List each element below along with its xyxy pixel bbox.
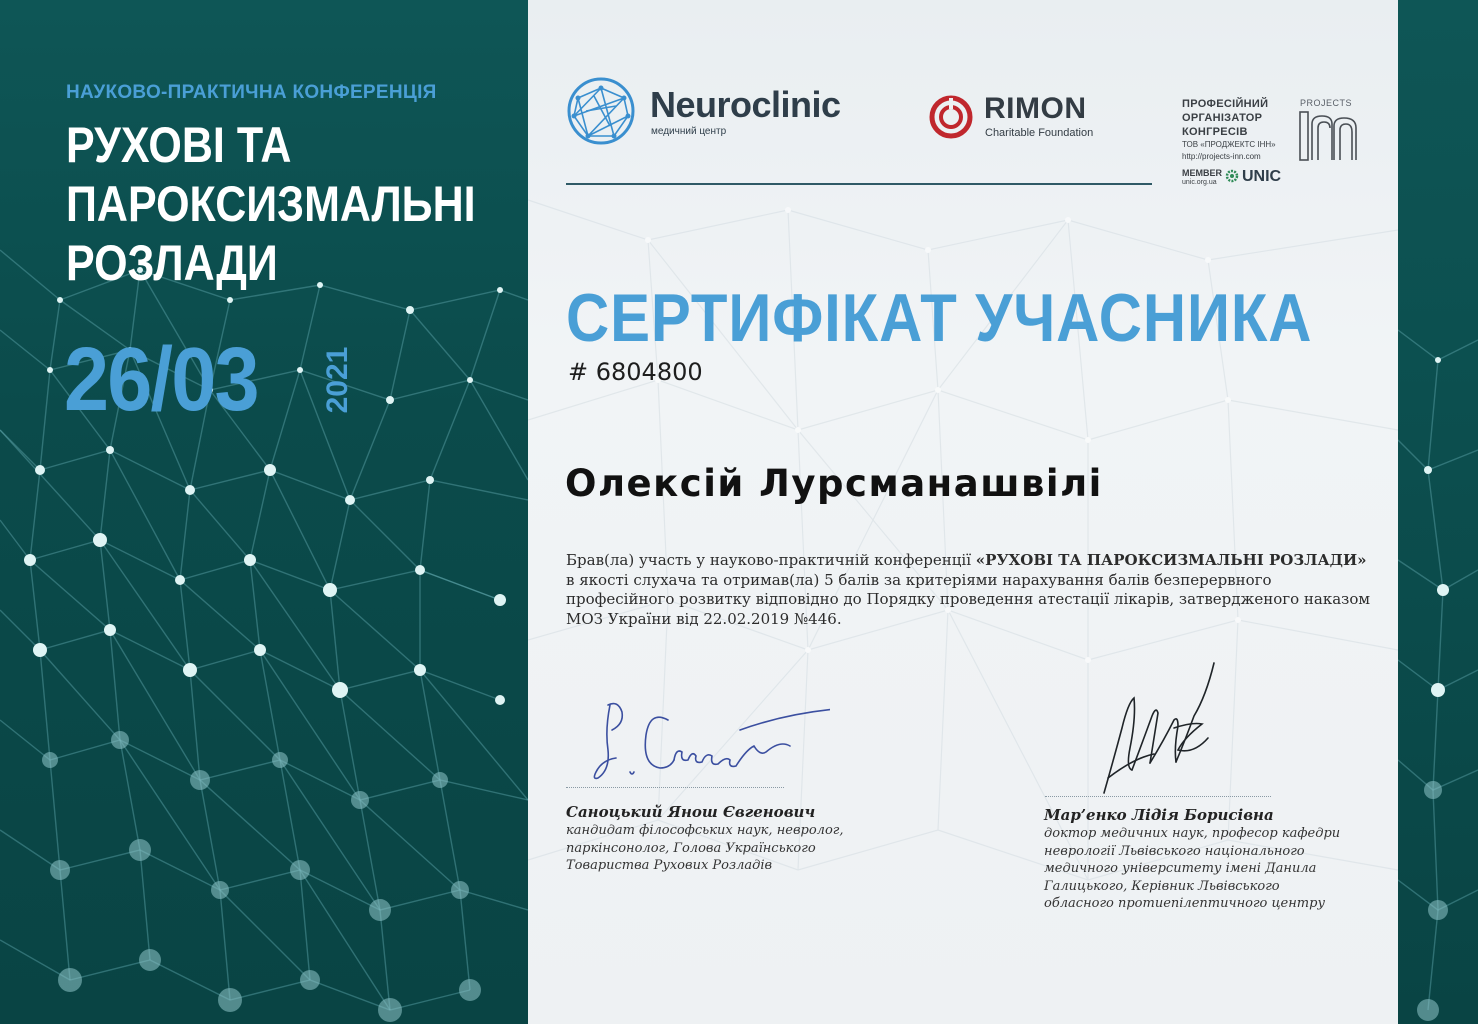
signatory-role-line: Галицького, Керівник Львівського [1044, 878, 1280, 894]
signatory-name: Саноцький Янош Євгенович [566, 803, 816, 821]
projects-inn-logo-icon [1298, 110, 1362, 164]
conference-date: 26/03 [64, 330, 258, 430]
signature-line [566, 787, 784, 788]
organizer-line: КОНГРЕСІВ [1182, 126, 1248, 138]
organizer-member [1182, 168, 1222, 187]
signatory-role [566, 822, 843, 875]
conference-kicker: НАУКОВО-ПРАКТИЧНА КОНФЕРЕНЦІЯ [66, 82, 437, 103]
organizer-company: ТОВ «ПРОДЖЕКТС ІНН» [1182, 140, 1276, 149]
conference-year-box [318, 342, 358, 418]
conference-title-line: РОЗЛАДИ [66, 235, 278, 291]
rimon-logo-icon [929, 95, 973, 139]
certificate-number: # 6804800 [568, 358, 703, 386]
conference-title [66, 116, 476, 293]
rimon-name: RIMON [984, 92, 1087, 125]
certificate-title: СЕРТИФІКАТ УЧАСНИКА [566, 280, 1313, 356]
conference-panel [0, 0, 528, 1024]
member-url: unic.org.ua [1182, 179, 1217, 186]
organizer-block [1182, 97, 1276, 163]
right-decorative-strip [1398, 0, 1478, 1024]
signatory-role-line: Товариства Рухових Розладів [566, 858, 773, 873]
organizer-url: http://projects-inn.com [1182, 152, 1261, 161]
certificate-body [566, 551, 1376, 629]
certificate-panel [528, 0, 1398, 1024]
projects-label: PROJECTS [1300, 98, 1353, 108]
body-conference-name: «РУХОВІ ТА ПАРОКСИЗМАЛЬНІ РОЗЛАДИ» [975, 551, 1367, 569]
conference-title-line: РУХОВІ ТА [66, 117, 292, 173]
signatory-role-line: доктор медичних наук, професор кафедри [1044, 826, 1341, 841]
network-background-graphic [1398, 0, 1478, 1024]
organizer-line: ОРГАНІЗАТОР [1182, 112, 1263, 124]
organizer-line: ПРОФЕСІЙНИЙ [1182, 98, 1269, 110]
unic-label: UNIC [1242, 168, 1282, 185]
signatory-role [1044, 825, 1340, 913]
conference-year: 2021 [321, 346, 354, 414]
signatory-role-line: обласного протиепілептичного центру [1044, 896, 1325, 911]
signatory-role-line: неврології Львівського національного [1044, 843, 1305, 859]
signatory-name: Мар’енко Лідія Борисівна [1044, 806, 1274, 824]
neuroclinic-logo-icon [566, 76, 636, 146]
member-label: MEMBER [1182, 168, 1222, 178]
unic-gear-icon [1225, 169, 1239, 183]
rimon-subtitle: Charitable Foundation [985, 127, 1094, 139]
neuroclinic-subtitle: медичний центр [651, 126, 727, 137]
signature-marenko-icon [1074, 658, 1234, 798]
body-prefix: Брав(ла) участь у науково-практичній конференції [566, 551, 976, 569]
neuroclinic-name: Neuroclinic [650, 84, 841, 125]
signatory-role-line: паркінсонолог, Голова Українського [566, 840, 816, 856]
body-suffix: в якості слухача та отримав(ла) 5 балів за критеріями нарахування балів безперервного професійного розвитку відповідно до Порядку проведення атестації лікарів, затвердженого наказом МОЗ України від 22.02.2019 №446. [566, 570, 1371, 628]
header-divider [566, 183, 1152, 185]
signatory-role-line: кандидат філософських наук, невролог, [566, 823, 844, 838]
signature-line [1045, 796, 1271, 797]
conference-title-line: ПАРОКСИЗМАЛЬНІ [66, 176, 476, 232]
signature-sanotskyi-icon [590, 690, 830, 785]
participant-name: Олексій Лурсманашвілі [565, 462, 1103, 505]
signatory-role-line: медичного університету імені Данила [1044, 861, 1317, 876]
